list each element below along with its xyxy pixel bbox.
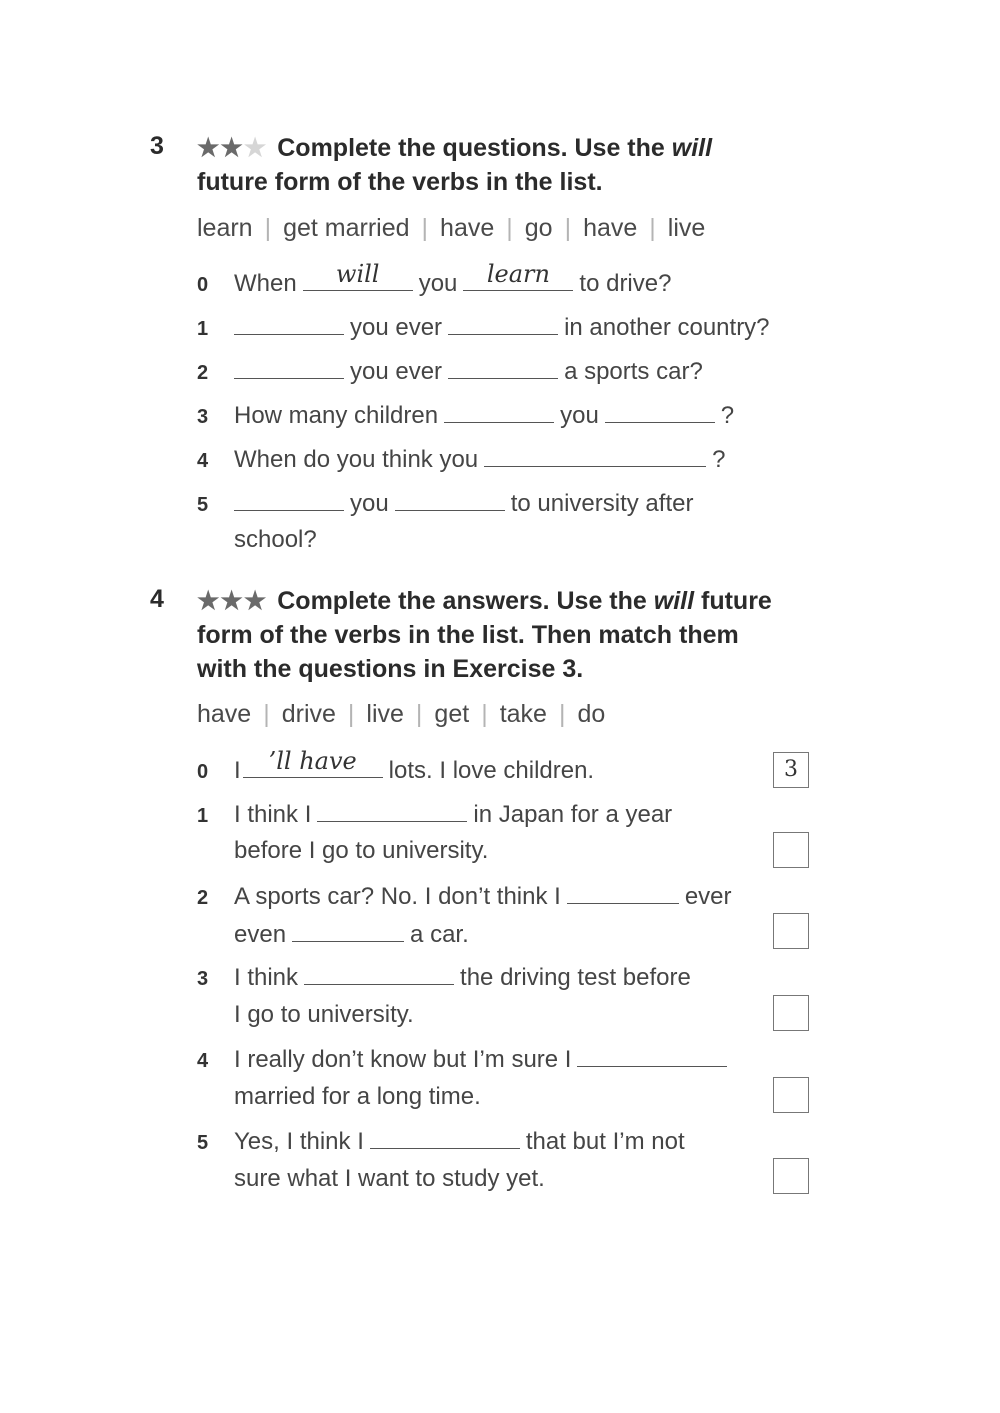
ex4-item-5: 5 Yes, I think I that but I’m not [197, 1128, 685, 1155]
match-box[interactable] [773, 1077, 809, 1113]
answer-blank[interactable] [577, 1044, 727, 1067]
exercise-4-instruction: Complete the answers. Use the will future form of the verbs in the list. Then match them with the questions in Exercise 3. [197, 587, 772, 683]
ex4-item-2: 2 A sports car? No. I don’t think I ever [197, 883, 732, 910]
answer-blank[interactable] [605, 400, 715, 423]
answer-blank[interactable] [304, 962, 454, 985]
word-item: live [667, 214, 706, 242]
answer-blank[interactable] [292, 919, 404, 942]
ex3-item-2: 2 you ever a sports car? [197, 358, 703, 385]
answer-blank[interactable] [303, 260, 413, 291]
exercise-3-heading [197, 131, 797, 199]
word-item: learn [197, 214, 253, 242]
answer-blank[interactable] [463, 260, 573, 291]
answer-blank[interactable] [370, 1126, 520, 1149]
ex4-item-2-continued: even a car. [234, 921, 469, 948]
word-item: do [577, 700, 606, 728]
word-item: take [499, 700, 547, 728]
ex4-item-0: 0 I ’ll have lots. I love children. [197, 747, 595, 784]
ex3-item-5: 5 you to university after [197, 490, 694, 517]
example-answer: learn [486, 260, 550, 288]
star-empty-icon: ★ [243, 134, 268, 162]
star-filled-icon: ★★★ [197, 587, 268, 615]
word-item: have [440, 214, 495, 242]
exercise-4-number: 4 [150, 585, 164, 613]
ex4-item-1: 1 I think I in Japan for a year [197, 801, 673, 828]
word-item: have [583, 214, 638, 242]
answer-blank[interactable] [243, 747, 383, 778]
exercise-4-word-list: have | drive | live | get | take | do [197, 700, 606, 728]
ex4-item-4-continued: married for a long time. [234, 1083, 481, 1110]
ex4-item-3-continued: I go to university. [234, 1001, 414, 1028]
match-box[interactable] [773, 1158, 809, 1194]
ex3-item-0: 0 When will you learn to drive? [197, 260, 672, 297]
answer-blank[interactable] [484, 444, 706, 467]
answer-blank[interactable] [317, 799, 467, 822]
match-box[interactable] [773, 832, 809, 868]
answer-blank[interactable] [567, 881, 679, 904]
word-item: drive [281, 700, 336, 728]
ex4-item-4: 4 I really don’t know but I’m sure I [197, 1044, 733, 1074]
ex4-item-3: 3 I think the driving test before [197, 964, 691, 991]
exercise-3-number: 3 [150, 132, 164, 160]
exercise-3-instruction: Complete the questions. Use the will future form of the verbs in the list. [197, 134, 713, 196]
ex3-item-4: 4 When do you think you ? [197, 446, 726, 473]
answer-blank[interactable] [234, 488, 344, 511]
match-box[interactable] [773, 995, 809, 1031]
ex4-item-5-continued: sure what I want to study yet. [234, 1165, 545, 1192]
answer-blank[interactable] [444, 400, 554, 423]
match-box: 3 [773, 752, 809, 788]
example-answer: ’ll have [268, 747, 357, 775]
word-item: get married [283, 214, 410, 242]
ex3-item-5-continued: school? [234, 526, 317, 553]
answer-blank[interactable] [234, 312, 344, 335]
word-item: have [197, 700, 252, 728]
exercise-3-word-list: learn | get married | have | go | have | live [197, 214, 706, 242]
difficulty-stars [197, 587, 267, 615]
match-box[interactable] [773, 913, 809, 949]
answer-blank[interactable] [448, 312, 558, 335]
answer-blank[interactable] [448, 356, 558, 379]
answer-blank[interactable] [234, 356, 344, 379]
word-item: go [524, 214, 553, 242]
example-answer: will [335, 260, 380, 288]
word-item: live [366, 700, 404, 728]
exercise-4-heading [197, 584, 817, 686]
difficulty-stars [197, 134, 267, 162]
star-filled-icon: ★★ [197, 134, 244, 162]
answer-blank[interactable] [395, 488, 505, 511]
ex3-item-3: 3 How many children you ? [197, 402, 735, 429]
ex4-item-1-continued: before I go to university. [234, 837, 489, 864]
word-item: get [434, 700, 470, 728]
ex3-item-1: 1 you ever in another country? [197, 314, 770, 341]
